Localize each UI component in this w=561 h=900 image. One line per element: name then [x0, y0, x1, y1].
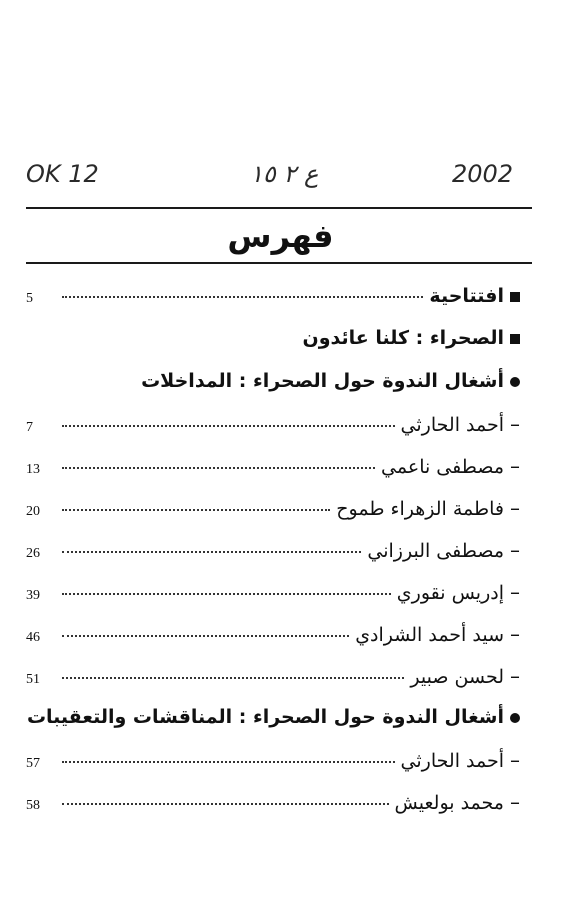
square-bullet-icon [504, 287, 526, 306]
dash-bullet-icon: – [510, 748, 520, 772]
dot-leader [62, 803, 389, 805]
toc-entry-label: إدريس نقوري [396, 582, 504, 604]
handwritten-note-middle: ع ٢ ١٥ [250, 160, 319, 188]
dash-bullet-icon: – [510, 664, 520, 688]
toc-entry-label: لحسن صبير [410, 666, 504, 688]
toc-page-number: 5 [26, 291, 33, 306]
divider-bottom [26, 262, 532, 264]
toc-page-number: 7 [26, 420, 33, 435]
dot-leader [62, 761, 395, 763]
square-bullet-icon [504, 329, 526, 348]
dash-bullet-icon: – [510, 496, 520, 520]
toc-entry-label: سيد أحمد الشرادي [355, 624, 504, 646]
toc-entry-item [26, 748, 526, 776]
toc-entry-label: مصطفى البرزاني [367, 540, 504, 562]
dash-bullet-icon: – [510, 580, 520, 604]
toc-entry-item [26, 622, 526, 650]
toc-entry-item [26, 580, 526, 608]
dot-leader [62, 296, 423, 298]
dot-leader [62, 467, 375, 469]
toc-page-number: 58 [26, 798, 40, 813]
handwritten-note-left: OK 12 [26, 160, 99, 188]
toc-entry-subsection [26, 370, 526, 398]
dot-leader [62, 635, 349, 637]
toc-page-number: 51 [26, 672, 40, 687]
toc-page-number: 26 [26, 546, 40, 561]
toc-page-number: 46 [26, 630, 40, 645]
toc-entry-label: الصحراء : كلنا عائدون [302, 327, 504, 349]
toc-entry-label: أشغال الندوة حول الصحراء : المناقشات والتعقيبات [26, 706, 504, 728]
toc-entry-item [26, 538, 526, 566]
toc-entry-item [26, 454, 526, 482]
dot-bullet-icon [504, 708, 526, 727]
toc-entry-item [26, 412, 526, 440]
dot-leader [62, 593, 391, 595]
toc-entry-label: أحمد الحارثي [400, 750, 504, 772]
dot-leader [62, 509, 330, 511]
toc-page-number: 57 [26, 756, 40, 771]
toc-page-number: 39 [26, 588, 40, 603]
toc-entry-item [26, 790, 526, 818]
toc-entry-label: محمد بولعيش [394, 792, 504, 814]
toc-entry-item [26, 664, 526, 692]
dash-bullet-icon: – [510, 790, 520, 814]
dot-leader [62, 551, 361, 553]
toc-entry-item [26, 496, 526, 524]
page-title: فهرس [227, 217, 334, 255]
toc-entry-section [26, 285, 526, 313]
dash-bullet-icon: – [510, 538, 520, 562]
dot-bullet-icon [504, 372, 526, 391]
toc-page-number: 20 [26, 504, 40, 519]
toc-entry-label: أشغال الندوة حول الصحراء : المداخلات [141, 370, 504, 392]
dot-leader [62, 425, 395, 427]
toc-entry-label: مصطفى ناعمي [381, 456, 504, 478]
handwritten-note-right: 2002 [452, 160, 514, 188]
dot-leader [62, 677, 404, 679]
toc-entry-label: فاطمة الزهراء طموح [336, 498, 504, 520]
toc-entry-label: افتتاحية [429, 285, 504, 307]
toc-entry-section [26, 327, 526, 355]
toc-page-number: 13 [26, 462, 40, 477]
divider-top [26, 207, 532, 209]
dash-bullet-icon: – [510, 454, 520, 478]
toc-entry-label: أحمد الحارثي [400, 414, 504, 436]
dash-bullet-icon: – [510, 412, 520, 436]
toc-entry-subsection [26, 706, 526, 734]
dash-bullet-icon: – [510, 622, 520, 646]
